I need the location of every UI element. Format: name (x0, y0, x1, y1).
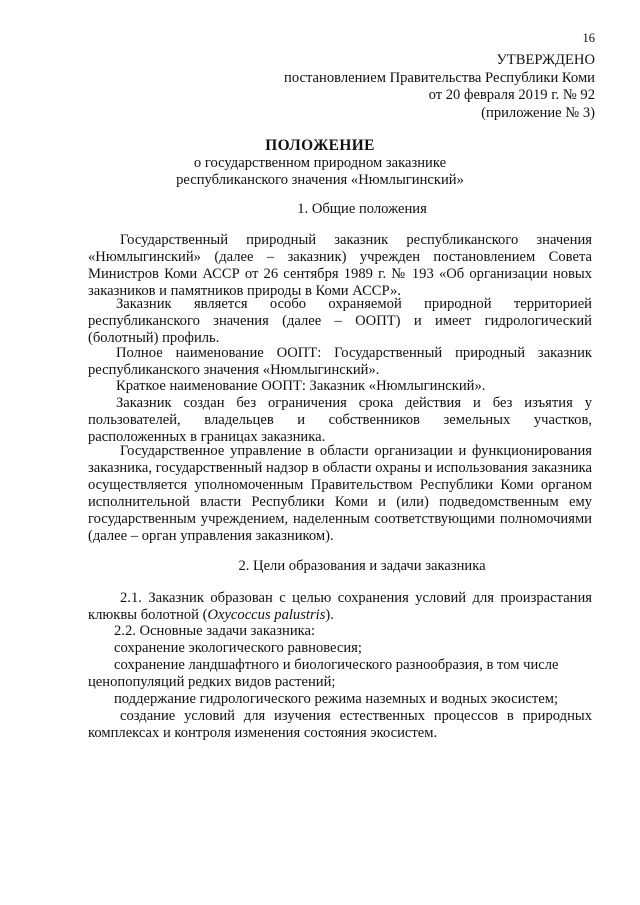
paragraph-tasks-intro: 2.2. Основные задачи заказника: (114, 623, 316, 639)
paragraph-management: Государственное управление в области организации и функционирования заказника, государственный надзор в области охраны и использования заказника осуществляется уполномоченным Правительством Республики Коми органом исполнительной власти Республики Коми и (или) подведомственным ему государственным учреждением, наделенным соответствующими полномочиями (далее – орган управления заказником). (88, 443, 592, 544)
approval-resolution: постановлением Правительства Республики Коми (284, 69, 595, 86)
document-title: ПОЛОЖЕНИЕ (265, 137, 375, 154)
paragraph-full-name: Полное наименование ООПТ: Государственный природный заказник республиканского значения «Нюмлыгинский». (88, 345, 592, 378)
task-item-research: создание условий для изучения естественных процессов в природных комплексах и контроля изменения состояния экосистем. (88, 708, 592, 741)
approval-appendix: (приложение № 3) (481, 104, 595, 121)
task-item-equilibrium: сохранение экологического равновесия; (114, 640, 362, 656)
document-subtitle-line1: о государственном природном заказнике (193, 155, 447, 171)
task-item-hydrology: поддержание гидрологического режима наземных и водных экосистем; (114, 691, 559, 707)
task-item-biodiversity-cont: ценопопуляций редких видов растений; (88, 674, 336, 690)
paragraph-term: Заказник создан без ограничения срока действия и без изъятия у пользователей, владельцев и собственников земельных участков, расположенных в границах заказника. (88, 395, 592, 445)
approval-stamp (284, 52, 595, 122)
goal-text-end: ). (325, 607, 334, 623)
paragraph-short-name: Краткое наименование ООПТ: Заказник «Нюмлыгинский». (116, 378, 486, 394)
document-subtitle-line2: республиканского значения «Нюмлыгинский» (176, 172, 464, 188)
approval-date: от 20 февраля 2019 г. № 92 (428, 87, 595, 103)
goal-latin-name: Oxycoccus palustris (207, 607, 326, 623)
section-heading-goals: 2. Цели образования и задачи заказника (238, 558, 486, 574)
paragraph-establishment: Государственный природный заказник республиканского значения «Нюмлыгинский» (далее – заказник) учрежден постановлением Совета Министров Коми АССР от 26 сентября 1989 г. № 193 «Об организации новых заказников и памятников природы в Коми АССР». (88, 232, 592, 299)
section-heading-general: 1. Общие положения (297, 201, 427, 217)
document-subtitle (0, 155, 640, 189)
approval-title: УТВЕРЖДЕНО (496, 52, 595, 68)
goal-text-start: 2.1. Заказник образован с целью сохранения условий для произрастания клюквы болотной ( (88, 590, 592, 623)
task-item-biodiversity: сохранение ландшафтного и биологического разнообразия, в том числе (114, 657, 559, 673)
paragraph-status: Заказник является особо охраняемой природной территорией республиканского значения (далее – ООПТ) и имеет гидрологический (болотный) профиль. (88, 296, 592, 346)
paragraph-goal (88, 590, 592, 624)
page-number: 16 (582, 31, 595, 45)
